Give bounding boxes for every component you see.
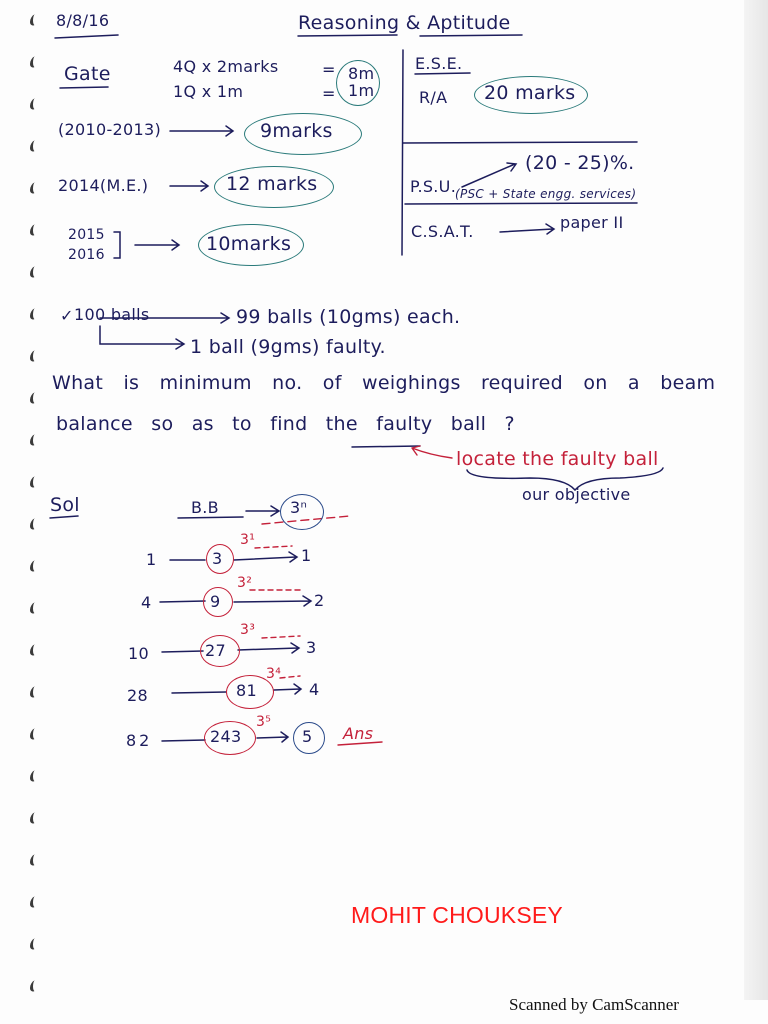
- sol-row3-power: 3³: [240, 622, 256, 638]
- bb-underline: [178, 517, 243, 518]
- ra-label: R/A: [419, 88, 448, 107]
- sol-row2-circled: 9: [210, 592, 221, 611]
- answer-label: Ans: [343, 724, 374, 743]
- sol-row2-power: 3²: [237, 575, 253, 591]
- sol-row5-power: 3⁵: [256, 714, 272, 730]
- arrow-row1: [170, 126, 233, 136]
- gate-underline: [60, 87, 108, 88]
- arrow-row3: [135, 240, 179, 250]
- arrow-row2: [170, 181, 208, 191]
- author-name: MOHIT CHOUKSEY: [351, 902, 563, 928]
- sol-row3-left: 10: [128, 644, 149, 663]
- sol-row1-circle: [206, 544, 234, 574]
- sol-row5-left: 82: [126, 731, 153, 750]
- psu-note: (PSC + State engg. services): [455, 187, 637, 201]
- csat-label: C.S.A.T.: [411, 222, 474, 241]
- panel-hline-1: [403, 142, 637, 143]
- gate-line1: 4Q x 2marks: [173, 57, 279, 76]
- gate-row3-year-b: 2016: [68, 247, 105, 263]
- check-mark-icon: ✓: [60, 306, 74, 325]
- question-line-2: balance so as to find the faulty ball ?: [56, 413, 515, 435]
- csat-paper: paper II: [560, 213, 624, 232]
- sol-row3-circle: [200, 635, 240, 667]
- gate-row3-circle: [198, 224, 304, 266]
- annotation-text: locate the faulty ball: [456, 448, 659, 470]
- sol-row1-power: 3¹: [240, 532, 256, 548]
- ra-marks-circle: [474, 76, 588, 114]
- arrow-psu: [462, 163, 516, 187]
- sol-row3-circled: 27: [205, 641, 226, 660]
- gate-row1-years: (2010-2013): [58, 120, 161, 139]
- gate-line1-eq: =: [322, 60, 336, 79]
- gate-row2-circle: [214, 166, 334, 208]
- sol-row1-circled: 3: [212, 549, 223, 568]
- annotation-arrow: [412, 446, 452, 458]
- title-underline-1: [298, 35, 397, 36]
- sol-row5-circle: [204, 721, 256, 755]
- arrow-balls-2: [100, 326, 184, 349]
- sol-row1-result: 1: [301, 546, 312, 565]
- sol-row2-circle: [203, 587, 233, 617]
- arrow-bb: [246, 506, 279, 516]
- sol-row5-result: 5: [302, 727, 313, 746]
- gate-row3-year-a: 2015: [68, 227, 105, 243]
- sol-row5-result-circle: [293, 722, 325, 754]
- ra-marks: 20 marks: [484, 82, 576, 104]
- ese-underline: [415, 73, 470, 74]
- sol-row2-left: 4: [141, 593, 152, 612]
- gate-line2-eq: =: [322, 84, 336, 103]
- scanner-watermark: Scanned by CamScanner: [509, 995, 679, 1014]
- gate-line1-val: 8m: [348, 64, 375, 83]
- faulty-underline: [352, 446, 420, 447]
- gate-row2-marks: 12 marks: [226, 173, 318, 195]
- gate-row2-years: 2014(M.E.): [58, 176, 149, 195]
- objective-text: our objective: [522, 485, 631, 504]
- sol-row4-circled: 81: [236, 681, 257, 700]
- gate-line2-val: 1m: [348, 81, 375, 100]
- gate-row3-marks: 10marks: [206, 233, 292, 255]
- gate-label: Gate: [64, 63, 111, 85]
- panel-hline-2: [405, 203, 637, 204]
- sol-row1-left: 1: [146, 550, 157, 569]
- gate-row1-circle: [244, 113, 362, 155]
- sol-label: Sol: [50, 494, 80, 516]
- page-date: 8/8/16: [56, 11, 110, 30]
- gate-line2: 1Q x 1m: [173, 82, 244, 101]
- sol-row5-circled: 243: [210, 727, 242, 746]
- psu-label: P.S.U.: [410, 177, 457, 196]
- gate-row1-marks: 9marks: [260, 120, 333, 142]
- problem-line1-b: 99 balls (10gms) each.: [236, 306, 461, 328]
- panel-divider: [402, 50, 403, 255]
- bb-value: 3ⁿ: [290, 498, 308, 517]
- problem-line2: 1 ball (9gms) faulty.: [190, 336, 386, 358]
- sol-underline: [50, 516, 78, 518]
- gate-total-circle: [336, 60, 380, 106]
- question-line-1: What is minimum no. of weighings required on a beam: [52, 372, 716, 394]
- title-underline-2: [420, 35, 522, 36]
- bb-value-circle: [280, 494, 324, 530]
- bb-label: B.B: [191, 498, 219, 517]
- sol-row4-left: 28: [127, 686, 148, 705]
- ese-label: E.S.E.: [415, 54, 463, 73]
- problem-line1-a: 100 balls: [74, 305, 150, 324]
- arrow-csat: [500, 224, 554, 234]
- sol-row3-result: 3: [306, 638, 317, 657]
- sol-row4-power: 3⁴: [266, 666, 282, 682]
- years-bracket: [114, 232, 120, 258]
- sol-row4-result: 4: [309, 680, 320, 699]
- date-underline: [55, 35, 118, 38]
- page-title: Reasoning & Aptitude: [298, 12, 511, 34]
- psu-percentage: (20 - 25)%.: [525, 152, 635, 174]
- sol-row2-result: 2: [314, 591, 325, 610]
